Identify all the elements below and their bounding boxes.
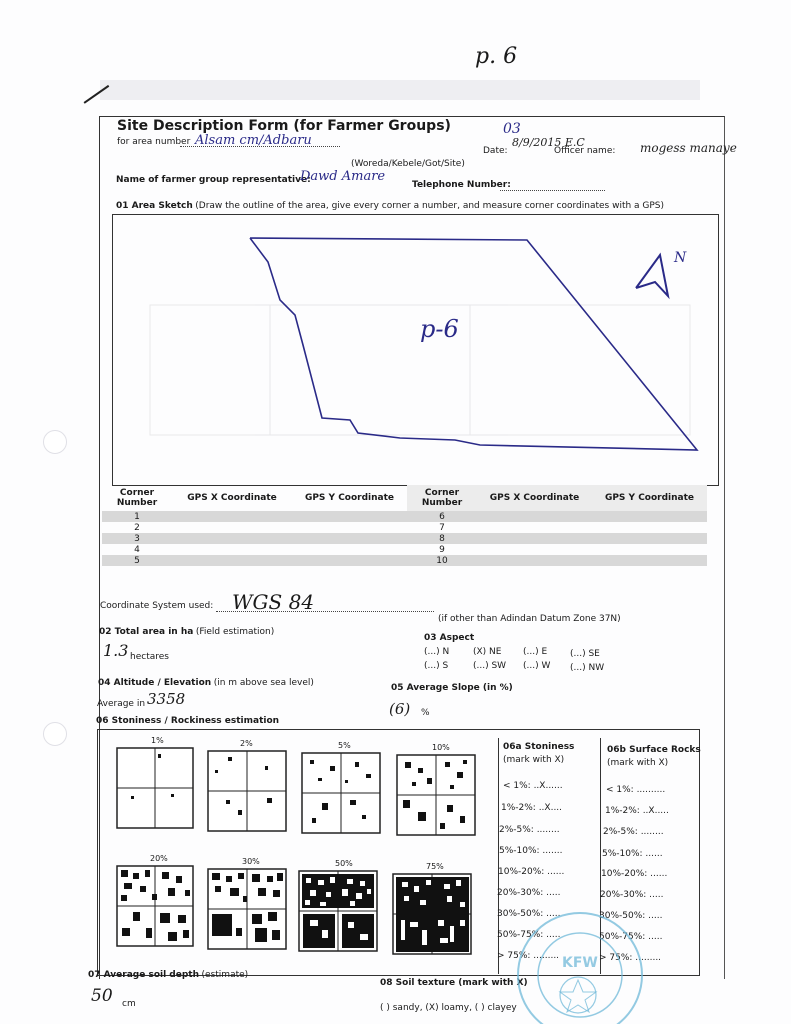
stone-pct-label: 75% (426, 862, 444, 871)
stoniness-a-item[interactable]: < 1%: ..X...... (503, 781, 563, 791)
aspect-s[interactable]: (...) S (424, 661, 449, 671)
total-area-heading-num: 02 Total area in ha (99, 627, 194, 637)
area-number-value[interactable]: Alsam cm/Adbaru (195, 133, 312, 148)
stoniness-a-item[interactable]: 10%-20%: ...... (498, 867, 565, 877)
location-hint: (Woreda/Kebele/Got/Site) (351, 159, 465, 169)
coord-system-value[interactable]: WGS 84 (232, 590, 315, 614)
stoniness-b-item[interactable]: 50%-75%: ..... (599, 932, 663, 942)
aspect-e[interactable]: (...) E (523, 647, 548, 657)
aspect-heading: 03 Aspect (424, 633, 475, 643)
stoniness-a-item[interactable]: 2%-5%: ........ (499, 825, 560, 835)
aspect-w[interactable]: (...) W (523, 661, 551, 671)
altitude-avg-label: Average in (97, 699, 146, 709)
slope-unit: % (421, 708, 430, 718)
soil-texture-heading: 08 Soil texture (mark with X) (380, 978, 528, 988)
stoniness-b-item[interactable]: 1%-2%: ..X..... (605, 806, 669, 816)
altitude-value[interactable]: 3358 (147, 690, 186, 708)
sketch-heading-num: 01 Area Sketch (116, 201, 193, 211)
telephone-label: Telephone Number: (412, 180, 511, 190)
stoniness-a-item[interactable]: > 75%: ......... (497, 951, 560, 961)
stoniness-b-item[interactable]: 30%-50%: ..... (599, 911, 663, 921)
soil-texture-options[interactable]: ( ) sandy, (X) loamy, ( ) clayey (380, 1003, 517, 1013)
gps-header-x-a: GPS X Coordinate (187, 493, 277, 503)
total-area-value[interactable]: 1.3 (103, 641, 129, 660)
stoniness-b-item[interactable]: < 1%: .......... (606, 785, 666, 795)
soil-depth-value[interactable]: 50 (91, 986, 113, 1006)
total-area-unit: hectares (130, 652, 169, 662)
gps-corner-b: 9 (439, 544, 445, 555)
gps-corner-b: 6 (407, 511, 477, 522)
stoniness-a-item[interactable]: 50%-75%: ..... (497, 930, 561, 940)
stone-pct-label: 10% (432, 743, 450, 752)
officer-label: Officer name: (554, 146, 616, 156)
stoniness-a-item[interactable]: 30%-50%: ..... (497, 909, 561, 919)
stoniness-b-item[interactable]: 5%-10%: ...... (602, 849, 663, 859)
gps-header-x-b: GPS X Coordinate (477, 485, 592, 511)
soil-depth-heading-desc: (estimate) (201, 970, 249, 980)
representative-label: Name of farmer group representative: (116, 175, 311, 185)
stone-pct-label: 30% (242, 857, 260, 866)
slope-value[interactable]: (6) (389, 700, 411, 718)
officer-value[interactable]: mogess manaye (640, 141, 737, 155)
form-title: Site Description Form (for Farmer Groups) (117, 118, 451, 134)
stoniness-b-item[interactable]: 20%-30%: ..... (600, 890, 664, 900)
gps-corner-b: 7 (439, 522, 445, 533)
stoniness-b-item[interactable]: 10%-20%: ...... (601, 869, 668, 879)
stoniness-a-item[interactable]: 20%-30%: ..... (497, 888, 561, 898)
gps-corner-b: 10 (407, 555, 477, 566)
date-top-handwritten: 03 (503, 121, 521, 137)
stoniness-a-item[interactable]: 1%-2%: ..X.... (501, 803, 563, 813)
date-value[interactable]: 8/9/2015 E.C (512, 136, 585, 149)
north-label: N (674, 250, 687, 266)
stoniness-heading: 06 Stoniness / Rockiness estimation (96, 716, 280, 726)
gps-corner-a: 5 (102, 555, 172, 566)
aspect-n[interactable]: (...) N (424, 647, 450, 657)
stone-pct-label: 1% (151, 736, 164, 745)
aspect-nw[interactable]: (...) NW (570, 663, 605, 673)
gps-header-corner-a: Corner Number (116, 488, 158, 508)
gps-header-corner-b: Corner Number (407, 485, 477, 511)
sketch-heading-desc: (Draw the outline of the area, give every corner a number, and measure corner coordinates with a GPS) (195, 201, 665, 211)
page-note: p. 6 (475, 44, 518, 69)
stoniness-col-b-title: 06b Surface Rocks (607, 745, 701, 755)
stone-pct-label: 2% (240, 739, 253, 748)
stoniness-col-a-title: 06a Stoniness (503, 742, 575, 752)
stamp-text: KFW (562, 955, 598, 971)
gps-corner-a: 4 (134, 544, 140, 555)
coord-system-label: Coordinate System used: (100, 601, 214, 611)
gps-header-y-b: GPS Y Coordinate (592, 485, 707, 511)
soil-depth-unit: cm (122, 999, 136, 1009)
gps-corner-a: 3 (102, 533, 172, 544)
aspect-sw[interactable]: (...) SW (473, 661, 507, 671)
sketch-label: p-6 (420, 315, 459, 343)
aspect-se[interactable]: (...) SE (570, 649, 600, 659)
gps-corner-a: 1 (102, 511, 172, 522)
gps-corner-b: 8 (407, 533, 477, 544)
soil-depth-heading-num: 07 Average soil depth (88, 970, 200, 980)
stoniness-b-item[interactable]: 2%-5%: ........ (603, 827, 664, 837)
gps-header-y-a: GPS Y Coordinate (304, 493, 395, 503)
aspect-ne[interactable]: (X) NE (473, 647, 502, 657)
stoniness-a-item[interactable]: 5%-10%: ....... (499, 846, 563, 856)
representative-value[interactable]: Dawd Amare (300, 169, 386, 184)
altitude-heading-num: 04 Altitude / Elevation (98, 678, 212, 688)
stone-pct-label: 50% (335, 859, 353, 868)
slope-heading: 05 Average Slope (in %) (391, 683, 513, 693)
date-label: Date: (483, 146, 508, 156)
total-area-heading-desc: (Field estimation) (195, 627, 275, 637)
stone-pct-label: 20% (150, 854, 168, 863)
stone-pct-label: 5% (338, 741, 351, 750)
altitude-heading-desc: (in m above sea level) (213, 678, 314, 688)
gps-corner-a: 2 (134, 522, 140, 533)
coord-system-hint: (if other than Adindan Datum Zone 37N) (438, 614, 621, 624)
stoniness-b-item[interactable]: > 75%: ......... (599, 953, 662, 963)
area-number-label: for area number (117, 137, 191, 147)
stoniness-col-a-sub: (mark with X) (503, 755, 565, 765)
stoniness-col-b-sub: (mark with X) (607, 758, 669, 768)
